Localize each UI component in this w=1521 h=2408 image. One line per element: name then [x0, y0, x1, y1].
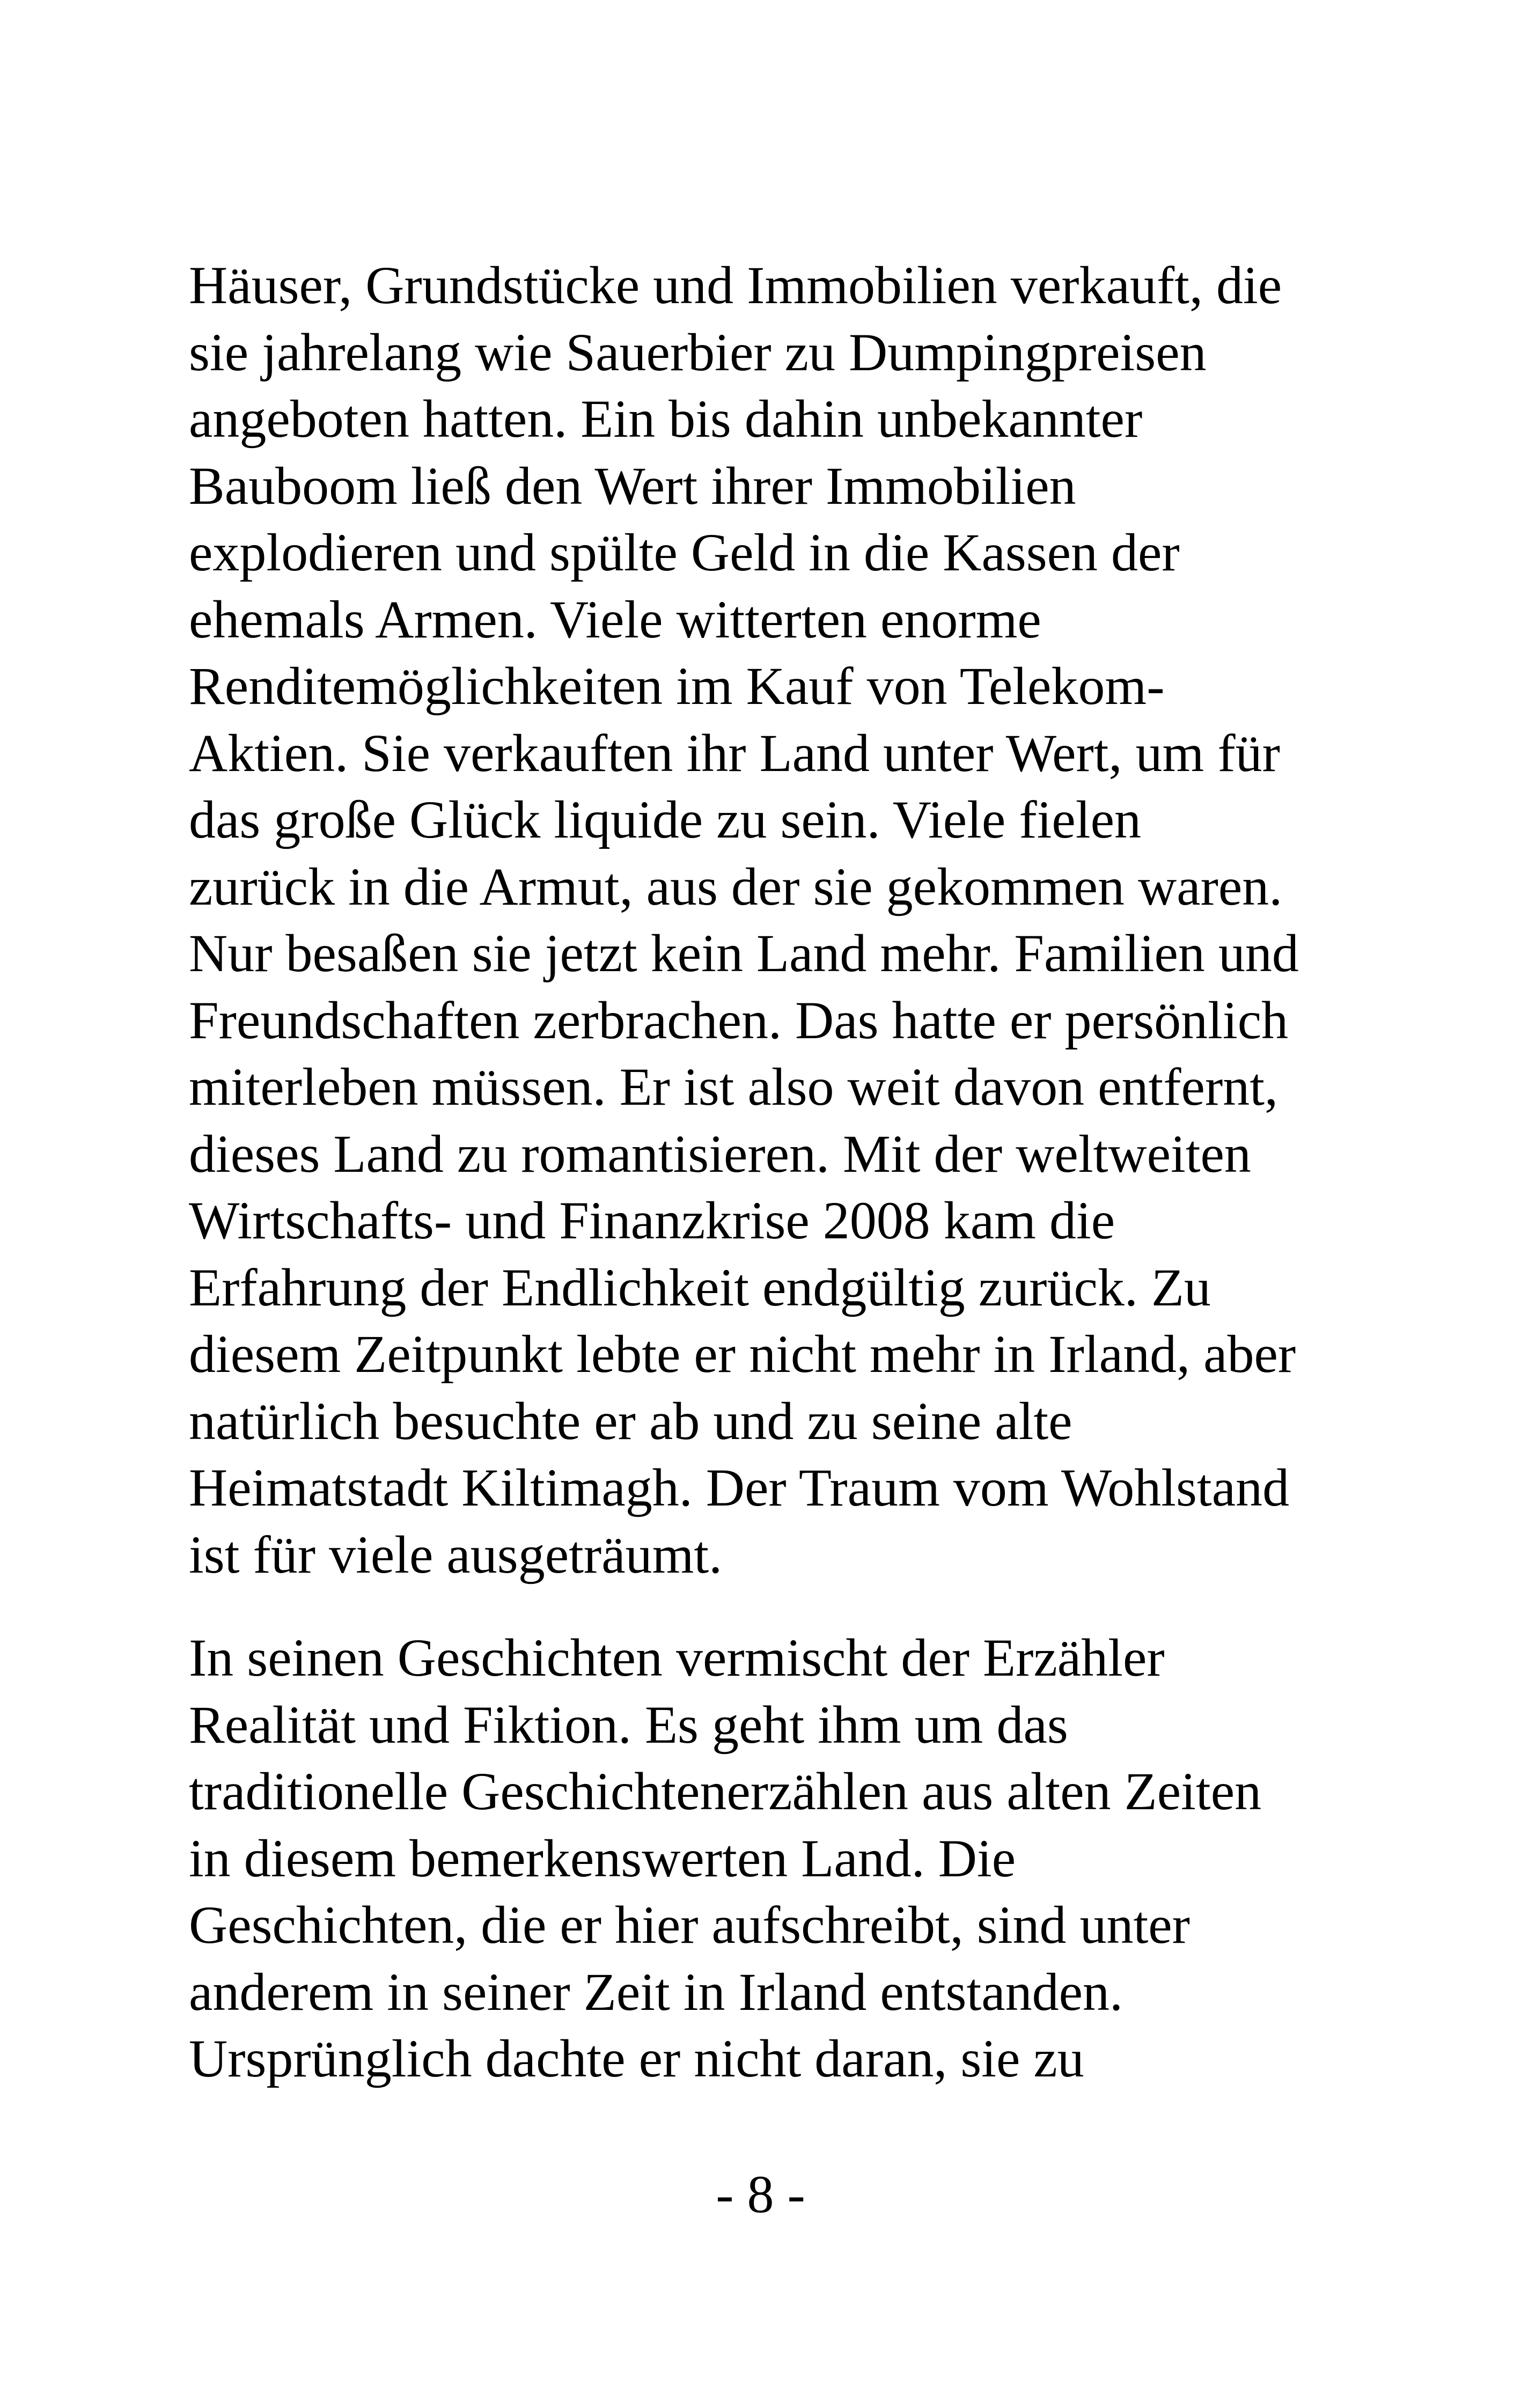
- text-line: in diesem bemerkenswerten Land. Die: [189, 1828, 1016, 1888]
- text-line: Wirtschafts- und Finanzkrise 2008 kam die: [189, 1191, 1115, 1250]
- text-line: In seinen Geschichten vermischt der Erzähler: [189, 1628, 1165, 1687]
- paragraph-1: [189, 252, 1348, 1588]
- text-line: Aktien. Sie verkauften ihr Land unter Wert, um für: [189, 723, 1280, 783]
- text-line: Renditemöglichkeiten im Kauf von Telekom-: [189, 656, 1165, 716]
- text-line: Bauboom ließ den Wert ihrer Immobilien: [189, 456, 1076, 516]
- text-line: ehemals Armen. Viele witterten enorme: [189, 589, 1041, 649]
- text-line: zurück in die Armut, aus der sie gekommen waren.: [189, 856, 1283, 916]
- text-line: Freundschaften zerbrachen. Das hatte er persönlich: [189, 990, 1289, 1050]
- text-line: sie jahrelang wie Sauerbier zu Dumpingpreisen: [189, 322, 1207, 382]
- text-line: dieses Land zu romantisieren. Mit der weltweiten: [189, 1124, 1251, 1184]
- page-number: - 8 -: [716, 2164, 805, 2224]
- text-line: miterleben müssen. Er ist also weit davon entfernt,: [189, 1057, 1278, 1117]
- text-line: Realität und Fiktion. Es geht ihm um das: [189, 1694, 1068, 1754]
- text-line: traditionelle Geschichtenerzählen aus alten Zeiten: [189, 1761, 1262, 1821]
- text-line: Geschichten, die er hier aufschreibt, sind unter: [189, 1895, 1190, 1955]
- body-text: [189, 252, 1348, 2093]
- text-line: anderem in seiner Zeit in Irland entstanden.: [189, 1962, 1123, 2022]
- text-line: Häuser, Grundstücke und Immobilien verkauft, die: [189, 255, 1282, 315]
- text-line: Ursprünglich dachte er nicht daran, sie zu: [189, 2029, 1084, 2088]
- text-line: ist für viele ausgeträumt.: [189, 1524, 723, 1584]
- text-line: das große Glück liquide zu sein. Viele fielen: [189, 790, 1141, 849]
- paragraph-2: [189, 1625, 1348, 2093]
- text-line: Erfahrung der Endlichkeit endgültig zurück. Zu: [189, 1257, 1211, 1317]
- text-line: Heimatstadt Kiltimagh. Der Traum vom Wohlstand: [189, 1458, 1290, 1517]
- text-line: natürlich besuchte er ab und zu seine alte: [189, 1391, 1072, 1451]
- text-line: Nur besaßen sie jetzt kein Land mehr. Familien und: [189, 923, 1299, 983]
- text-line: diesem Zeitpunkt lebte er nicht mehr in Irland, aber: [189, 1324, 1296, 1384]
- text-line: explodieren und spülte Geld in die Kassen der: [189, 523, 1180, 582]
- text-line: angeboten hatten. Ein bis dahin unbekannter: [189, 389, 1143, 449]
